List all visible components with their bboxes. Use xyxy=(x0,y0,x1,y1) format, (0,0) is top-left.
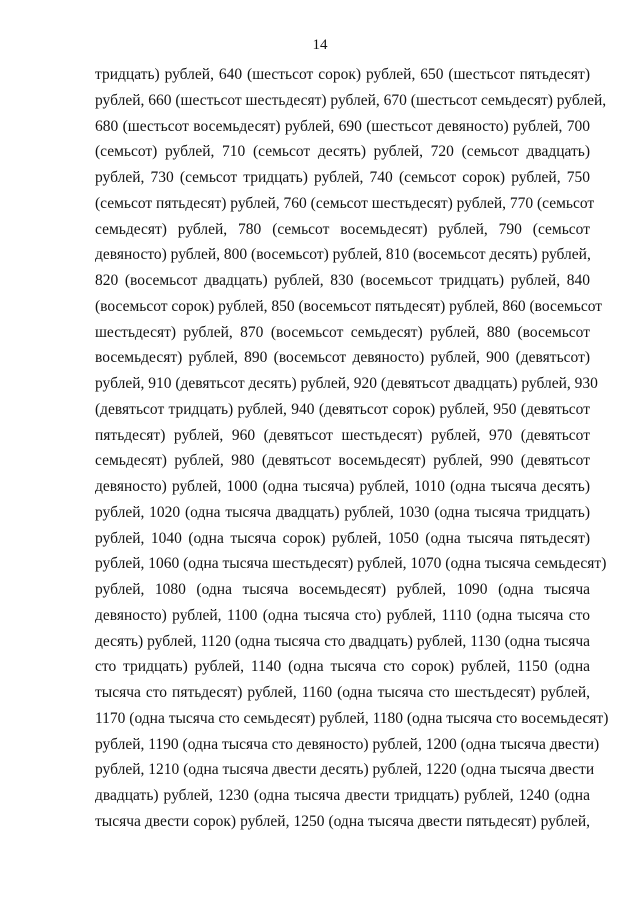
text-line: рублей, 1060 (одна тысяча шестьдесят) рублей, 1070 (одна тысяча семьдесят) xyxy=(95,555,607,573)
text-line: рублей, 910 (девятьсот десять) рублей, 920 (девятьсот двадцать) рублей, 930 xyxy=(95,375,598,392)
text-line: (семьсот) рублей, 710 (семьсот десять) рублей, 720 (семьсот двадцать) xyxy=(95,143,590,161)
text-line: рублей, 1210 (одна тысяча двести десять) рублей, 1220 (одна тысяча двести xyxy=(95,761,595,779)
text-line: рублей, 660 (шестьсот шестьдесят) рублей, 670 (шестьсот семьдесят) рублей, xyxy=(95,91,607,109)
text-line: рублей, 730 (семьсот тридцать) рублей, 740 (семьсот сорок) рублей, 750 xyxy=(95,169,590,186)
text-line: (семьсот пятьдесят) рублей, 760 (семьсот шестьдесят) рублей, 770 (семьсот xyxy=(95,194,595,212)
text-line: 1170 (одна тысяча сто семьдесят) рублей, 1180 (одна тысяча сто восемьдесят) xyxy=(95,709,609,727)
body-text xyxy=(95,62,609,835)
text-line: восемьдесят) рублей, 890 (восемьсот девяносто) рублей, 900 (девятьсот) xyxy=(95,349,590,367)
text-line: рублей, 1190 (одна тысяча сто девяносто) рублей, 1200 (одна тысяча двести) xyxy=(95,735,600,753)
text-line: пятьдесят) рублей, 960 (девятьсот шестьдесят) рублей, 970 (девятьсот xyxy=(95,426,590,444)
text-line: тысяча сто пятьдесят) рублей, 1160 (одна тысяча сто шестьдесят) рублей, xyxy=(95,684,590,701)
text-line: шестьдесят) рублей, 870 (восемьсот семьдесят) рублей, 880 (восемьсот xyxy=(95,323,590,341)
text-line: рублей, 1080 (одна тысяча восемьдесят) рублей, 1090 (одна тысяча xyxy=(95,581,590,598)
text-line: рублей, 1040 (одна тысяча сорок) рублей, 1050 (одна тысяча пятьдесят) xyxy=(95,529,590,547)
page-number: 14 xyxy=(312,37,328,53)
text-line: 680 (шестьсот восемьдесят) рублей, 690 (шестьсот девяносто) рублей, 700 xyxy=(95,117,590,135)
text-line: девяносто) рублей, 1100 (одна тысяча сто) рублей, 1110 (одна тысяча сто xyxy=(95,606,590,624)
text-line: (восемьсот сорок) рублей, 850 (восемьсот пятьдесят) рублей, 860 (восемьсот xyxy=(95,297,603,315)
text-line: рублей, 1020 (одна тысяча двадцать) рублей, 1030 (одна тысяча тридцать) xyxy=(95,503,590,521)
text-line: семьдесят) рублей, 980 (девятьсот восемьдесят) рублей, 990 (девятьсот xyxy=(95,452,590,470)
text-line: семьдесят) рублей, 780 (семьсот восемьдесят) рублей, 790 (семьсот xyxy=(95,220,590,238)
text-line: (девятьсот тридцать) рублей, 940 (девятьсот сорок) рублей, 950 (девятьсот xyxy=(95,400,590,418)
text-line: сто тридцать) рублей, 1140 (одна тысяча сто сорок) рублей, 1150 (одна xyxy=(95,658,590,676)
text-line: девяносто) рублей, 800 (восемьсот) рублей, 810 (восемьсот десять) рублей, xyxy=(95,246,591,264)
text-line: 820 (восемьсот двадцать) рублей, 830 (восемьсот тридцать) рублей, 840 xyxy=(95,272,590,289)
text-line: девяносто) рублей, 1000 (одна тысяча) рублей, 1010 (одна тысяча десять) xyxy=(95,478,590,495)
text-line: тысяча двести сорок) рублей, 1250 (одна тысяча двести пятьдесят) рублей, xyxy=(95,812,590,830)
text-line: тридцать) рублей, 640 (шестьсот сорок) рублей, 650 (шестьсот пятьдесят) xyxy=(95,66,590,83)
text-line: двадцать) рублей, 1230 (одна тысяча двести тридцать) рублей, 1240 (одна xyxy=(95,787,590,804)
text-line: десять) рублей, 1120 (одна тысяча сто двадцать) рублей, 1130 (одна тысяча xyxy=(95,632,590,650)
